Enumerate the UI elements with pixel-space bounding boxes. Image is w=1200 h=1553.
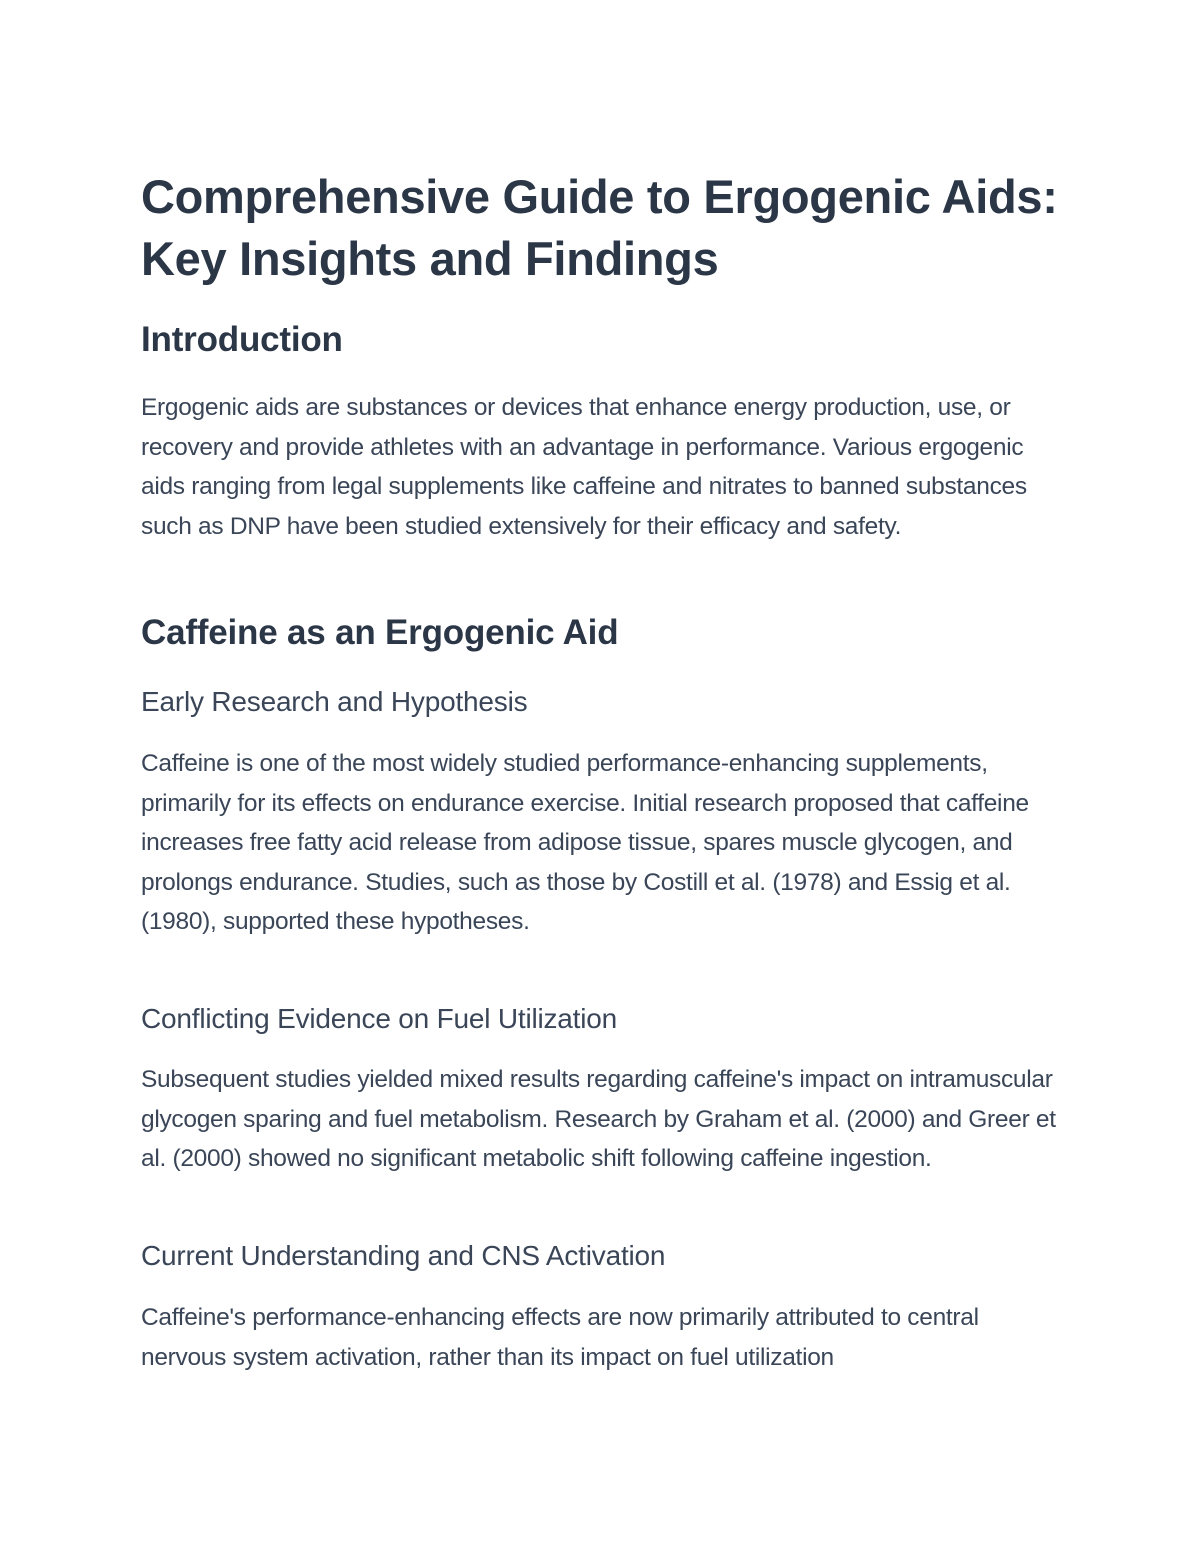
conflicting-evidence-paragraph: Subsequent studies yielded mixed results regarding caffeine's impact on intramuscular glycogen sparing and fuel metabolism. Research by Graham et al. (2000) and Greer et al. (2000) showed no significant metabolic shift following caffeine ingestion.: [141, 1066, 1056, 1173]
document-title: Comprehensive Guide to Ergogenic Aids: Key Insights and Findings: [141, 170, 1058, 285]
caffeine-section-heading: Caffeine as an Ergogenic Aid: [141, 613, 619, 652]
introduction-heading: Introduction: [141, 320, 343, 359]
early-research-heading: Early Research and Hypothesis: [141, 686, 528, 717]
early-research-paragraph: Caffeine is one of the most widely studied performance-enhancing supplements, primarily for its effects on endurance exercise. Initial research proposed that caffeine increases free fatty acid release from adipose tissue, spares muscle glycogen, and prolongs endurance. Studies, such as those by Costill et al. (1978) and Essig et al. (1980), supported these hypotheses.: [141, 750, 1029, 936]
current-understanding-paragraph: Caffeine's performance-enhancing effects are now primarily attributed to central nervous system activation, rather than its impact on fuel utilization: [141, 1304, 979, 1371]
current-understanding-heading: Current Understanding and CNS Activation: [141, 1240, 666, 1271]
conflicting-evidence-heading: Conflicting Evidence on Fuel Utilization: [141, 1003, 618, 1034]
introduction-paragraph: Ergogenic aids are substances or devices that enhance energy production, use, or recovery and provide athletes with an advantage in performance. Various ergogenic aids ranging from legal supplements like caffeine and nitrates to banned substances such as DNP have been studied extensively for their efficacy and safety.: [141, 394, 1027, 540]
